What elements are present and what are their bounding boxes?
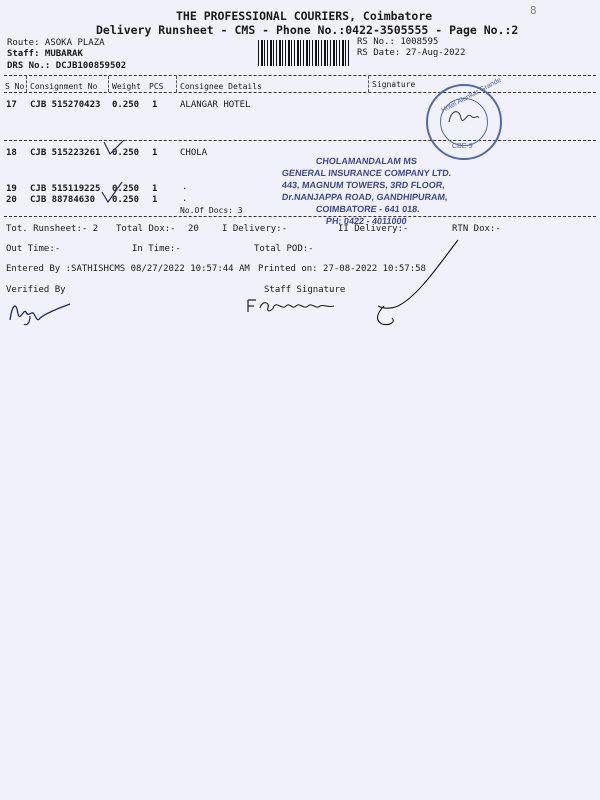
stamp-line: CHOLAMANDALAM MS [315,156,418,166]
row-sno: 20 [6,195,17,205]
runsheet-title: Delivery Runsheet - CMS - Phone No.:0422-3505555 - Page No.:2 [96,23,519,37]
col-signature: Signature [372,80,416,89]
divider [4,216,596,217]
row-consignment: CJB 515223261 [30,148,101,158]
entered-by: Entered By :SATHISHCMS 08/27/2022 10:57:44 AM [6,264,250,274]
round-stamp-bottom: CBE-9 [452,143,473,150]
total-pod: Total POD:- [254,244,314,254]
row-weight: 0.250 [112,148,140,158]
col-sno: S No [5,82,25,91]
stamp-line: 443, MAGNUM TOWERS, 3RD FLOOR, [281,180,446,190]
pen-tick-marks [98,140,128,210]
printed-on: Printed on: 27-08-2022 10:57:58 [258,264,426,274]
drs-number: DRS No.: DCJB100859502 [7,61,127,71]
stamp-line: COIMBATORE - 641 018. [315,204,421,214]
rs-date: RS Date: 27-Aug-2022 [357,48,466,58]
row-details: . [182,182,188,192]
row-details: CHOLA [180,148,208,158]
divider [4,75,596,76]
rs-number: RS No.: 1008595 [357,37,439,47]
staff-signature [244,296,354,318]
divider [4,92,596,93]
row-pcs: 1 [152,195,158,205]
in-time: In Time:- [132,244,181,254]
staff-signature-label: Staff Signature [264,285,346,295]
stamp-line: PH: 0422 - 4011000 [325,216,408,226]
divider [4,140,596,141]
row-pcs: 1 [152,184,158,194]
row-consignment: CJB 515270423 [30,100,101,110]
company-name: THE PROFESSIONAL COURIERS, Coimbatore [176,9,433,23]
column-separator [26,76,27,92]
row-pcs: 1 [152,100,158,110]
row-pcs: 1 [152,148,158,158]
route: Route: ASOKA PLAZA [7,38,105,48]
row-weight: 0.250 [112,195,140,205]
out-time: Out Time:- [6,244,61,254]
rtn-dox: RTN Dox:- [452,224,501,234]
delivery-signature-stroke [368,236,464,332]
staff: Staff: MUBARAK [7,49,83,59]
stamp-line: Dr.NANJAPPA ROAD, GANDHIPURAM, [281,192,449,202]
row-consignment: CJB 88784630 [30,195,96,205]
round-stamp-top: Hotel Alankar Grande [440,76,503,115]
total-runsheet: Tot. Runsheet:- 2 [6,224,99,234]
corner-mark: 8 [530,4,537,17]
total-dox-value: 20 [188,224,199,234]
i-delivery: I Delivery:- [222,224,288,234]
col-weight: Weight [112,82,141,91]
stamp-initials-scribble [445,104,481,132]
barcode [258,40,350,66]
col-details: Consignee Details [180,82,262,91]
row-sno: 17 [6,100,17,110]
row-details: . [182,194,188,204]
col-consignment: Consignment No [30,82,98,91]
row-details: ALANGAR HOTEL [180,100,251,110]
no-of-docs: No.Of Docs: 3 [180,206,243,215]
column-separator [108,76,109,92]
stamp-line: GENERAL INSURANCE COMPANY LTD. [281,168,452,178]
verifier-signature [4,296,74,326]
row-weight: 0.250 [112,100,140,110]
total-dox-label: Total Dox:- [116,224,176,234]
column-separator [368,76,369,92]
col-pcs: PCS [149,82,164,91]
row-sno: 19 [6,184,17,194]
row-consignment: CJB 515119225 [30,184,101,194]
column-separator [176,76,177,92]
row-sno: 18 [6,148,17,158]
ii-delivery: II Delivery:- [338,224,409,234]
row-weight: 0.250 [112,184,140,194]
verified-by-label: Verified By [6,285,66,295]
